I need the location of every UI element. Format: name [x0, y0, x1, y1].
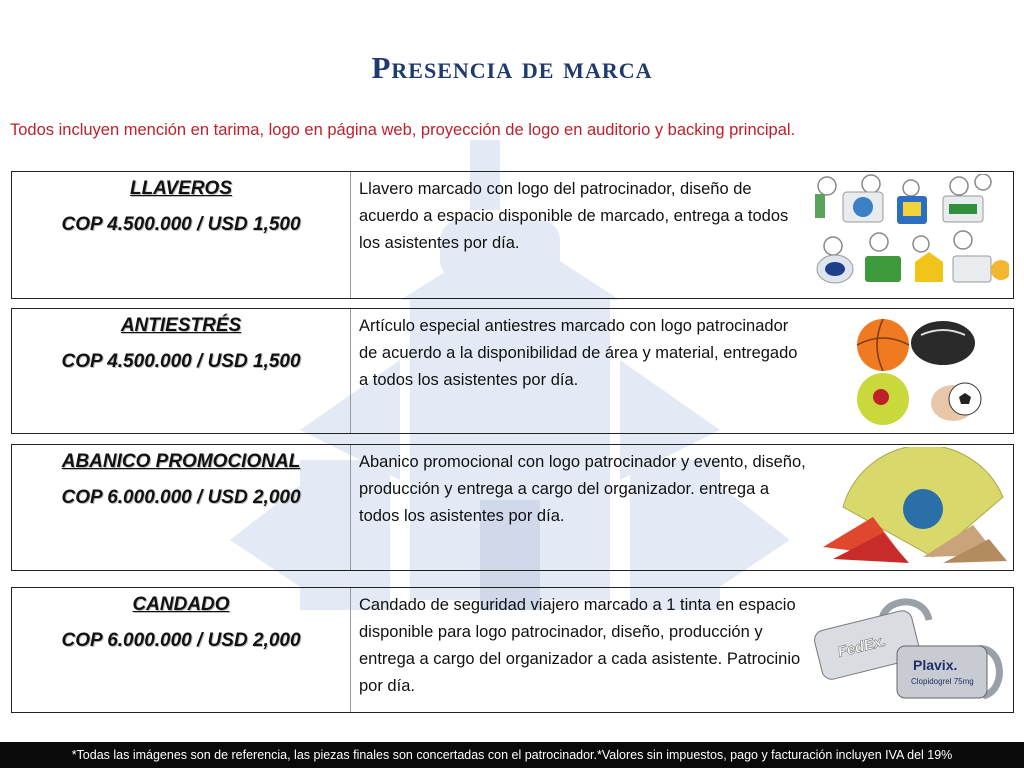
product-card-abanico [11, 444, 1014, 571]
stress-balls-icon [813, 311, 1009, 429]
product-price: COP 6.000.000 / USD 2,000 [61, 487, 301, 508]
product-name: ANTIESTRÉS [120, 315, 242, 336]
padlock-brand-text: FedEx. [835, 632, 888, 661]
product-name: LLAVEROS [129, 178, 233, 199]
product-description: Artículo especial antiestres marcado con logo patrocinador de acuerdo a la disponibilidad de área y material, entregado a todos los asistentes por día. [359, 317, 798, 389]
product-card-candado [11, 587, 1014, 713]
product-card-antiestres [11, 308, 1014, 434]
product-price: COP 4.500.000 / USD 1,500 [61, 351, 301, 372]
product-description: Abanico promocional con logo patrocinador y evento, diseño, producción y entrega a cargo del organizador. entrega a todos los asistentes por día. [359, 453, 806, 525]
product-price: COP 6.000.000 / USD 2,000 [61, 630, 301, 651]
product-card-llaveros [11, 171, 1014, 299]
padlocks-icon [813, 590, 1009, 708]
product-header [12, 172, 351, 298]
page-title: Presencia de marca [371, 50, 653, 85]
padlock-brand-text: Plavix. [913, 657, 958, 673]
product-description: Llavero marcado con logo del patrocinador, diseño de acuerdo a espacio disponible de marcado, entrega a todos los asistentes por día. [359, 180, 789, 252]
product-name: CANDADO [132, 594, 230, 615]
product-header [12, 445, 351, 570]
product-header [12, 309, 351, 433]
product-description: Candado de seguridad viajero marcado a 1 tinta en espacio disponible para logo patrocinador, diseño, producción y entrega a cargo del organizador a cada asistente. Patrocinio por día. [359, 596, 801, 695]
product-name: ABANICO PROMOCIONAL [61, 451, 301, 472]
product-price: COP 4.500.000 / USD 1,500 [61, 214, 301, 235]
footer-note: *Todas las imágenes son de referencia, las piezas finales son concertadas con el patrocinador.*Valores sin impuestos, pago y facturación incluyen IVA del 19% [0, 742, 1024, 768]
product-header [12, 588, 351, 712]
padlock-brand-text: Clopidogrel 75mg [911, 677, 974, 686]
keychains-icon [813, 174, 1009, 292]
page-subtitle: Todos incluyen mención en tarima, logo en página web, proyección de logo en auditorio y backing principal. [10, 121, 796, 139]
hand-fans-icon [813, 447, 1009, 565]
